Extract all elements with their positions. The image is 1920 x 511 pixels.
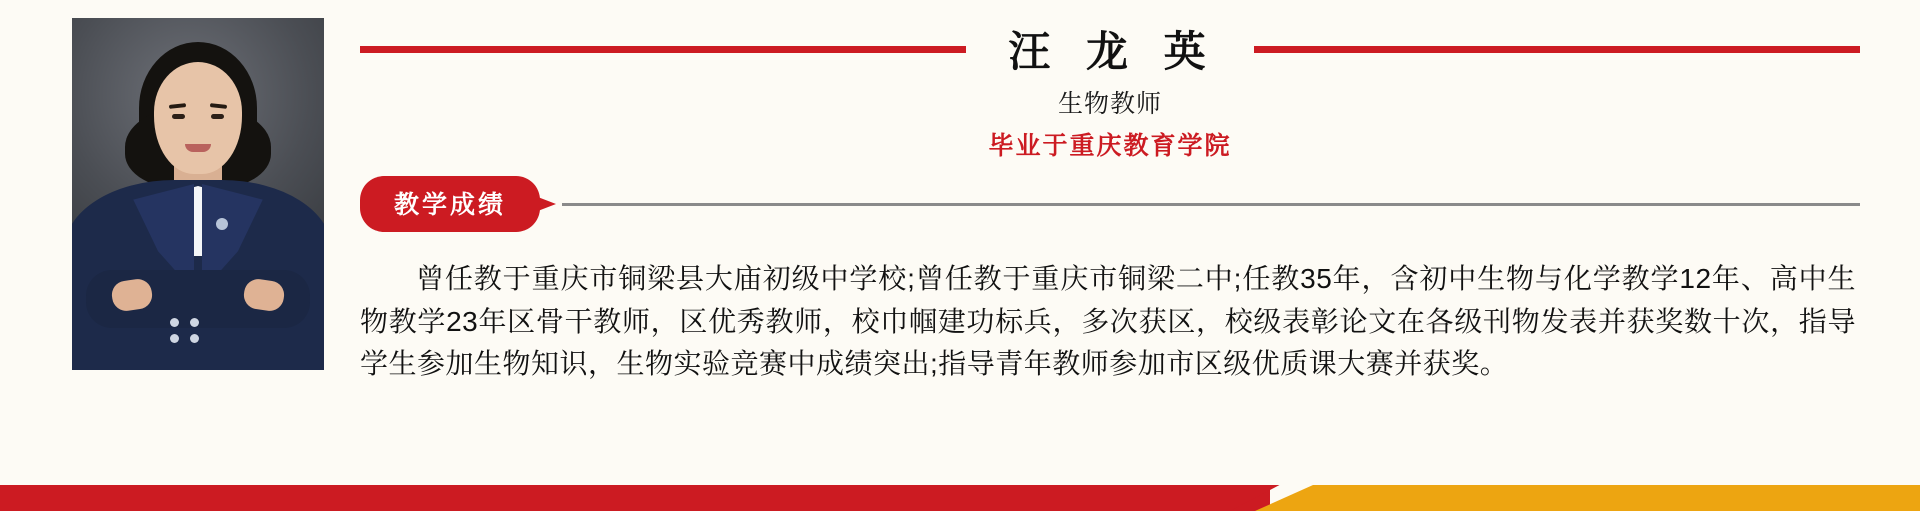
- portrait-brooch: [216, 218, 228, 230]
- teacher-name: 汪 龙 英: [1008, 28, 1218, 75]
- teacher-role: 生物教师: [1057, 90, 1162, 118]
- portrait-frame: [72, 18, 324, 370]
- rule-right: [1254, 46, 1860, 53]
- portrait-eye-left: [172, 114, 185, 119]
- footer-bar: [0, 485, 1920, 511]
- portrait-button: [170, 318, 179, 327]
- teacher-school: 毕业于重庆教育学院: [988, 132, 1232, 160]
- portrait-button: [190, 334, 199, 343]
- teacher-portrait: [72, 18, 324, 370]
- footer-gold-bar: [1255, 485, 1920, 511]
- portrait-button: [170, 334, 179, 343]
- section-label: 教学成绩: [360, 176, 540, 232]
- section-header: [360, 176, 1860, 232]
- profile-content: [360, 18, 1860, 451]
- portrait-brow-right: [210, 103, 227, 109]
- section-label-tail: [530, 194, 556, 214]
- footer-red-bar: [0, 485, 1270, 511]
- portrait-brow-left: [169, 103, 186, 109]
- portrait-face: [154, 62, 242, 174]
- portrait-mouth: [185, 144, 211, 152]
- portrait-button: [190, 318, 199, 327]
- name-row: [360, 18, 1860, 80]
- rule-left: [360, 46, 966, 53]
- section-divider: [562, 203, 1860, 206]
- section-body: 曾任教于重庆市铜梁县大庙初级中学校;曾任教于重庆市铜梁二中;任教35年，含初中生物与化学教学12年、高中生物教学23年区骨干教师，区优秀教师，校巾帼建功标兵，多次获区，校级表彰论文在各级刊物发表并获奖数十次，指导学生参加生物知识，生物实验竞赛中成绩突出;指导青年教师参加市区级优质课大赛并获奖。: [360, 263, 1856, 380]
- portrait-eye-right: [211, 114, 224, 119]
